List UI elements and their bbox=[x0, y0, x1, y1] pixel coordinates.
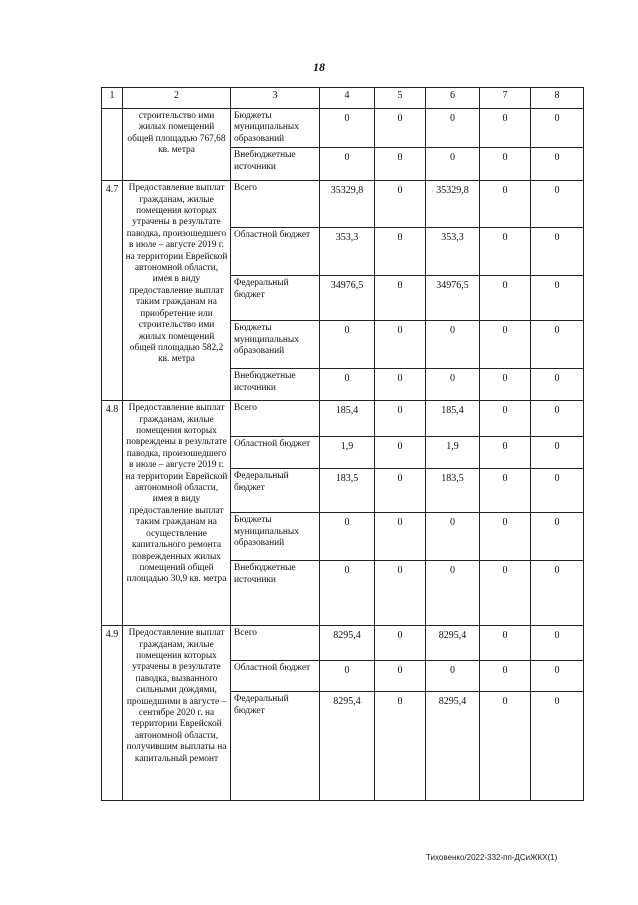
document-footer: Тиховенко/2022-332-пп-ДСиЖКХ(1) bbox=[426, 853, 558, 862]
amount-cell-c8: 0 bbox=[531, 469, 584, 513]
amount-cell-c6: 0 bbox=[426, 109, 480, 148]
amount-cell-c5: 0 bbox=[375, 148, 426, 181]
funding-table bbox=[101, 87, 584, 801]
header-cell-8: 8 bbox=[531, 88, 584, 109]
header-cell-2: 2 bbox=[123, 88, 231, 109]
amount-cell-c6: 0 bbox=[426, 321, 480, 369]
amount-cell-c4: 0 bbox=[320, 369, 375, 401]
amount-cell-c6: 1,9 bbox=[426, 437, 480, 469]
amount-cell-c7: 0 bbox=[480, 369, 531, 401]
amount-cell-c8: 0 bbox=[531, 437, 584, 469]
amount-cell-c7: 0 bbox=[480, 181, 531, 228]
funding-source: Всего bbox=[231, 626, 320, 661]
amount-cell-c4: 0 bbox=[320, 109, 375, 148]
amount-cell-c4: 0 bbox=[320, 661, 375, 692]
amount-cell-c6: 34976,5 bbox=[426, 276, 480, 321]
table-row bbox=[102, 109, 584, 148]
amount-cell-c5: 0 bbox=[375, 626, 426, 661]
amount-cell-c5: 0 bbox=[375, 561, 426, 626]
header-cell-5: 5 bbox=[375, 88, 426, 109]
amount-cell-c4: 1,9 bbox=[320, 437, 375, 469]
amount-cell-c7: 0 bbox=[480, 321, 531, 369]
amount-cell-c8: 0 bbox=[531, 148, 584, 181]
amount-cell-c7: 0 bbox=[480, 228, 531, 276]
amount-cell-c8: 0 bbox=[531, 321, 584, 369]
amount-cell-c8: 0 bbox=[531, 401, 584, 437]
amount-cell-c5: 0 bbox=[375, 437, 426, 469]
amount-cell-c5: 0 bbox=[375, 369, 426, 401]
funding-source: Областной бюджет bbox=[231, 228, 320, 276]
amount-cell-c6: 185,4 bbox=[426, 401, 480, 437]
funding-source: Бюджеты муниципальных образований bbox=[231, 513, 320, 561]
amount-cell-c7: 0 bbox=[480, 513, 531, 561]
amount-cell-c7: 0 bbox=[480, 109, 531, 148]
table-row bbox=[102, 626, 584, 661]
amount-cell-c7: 0 bbox=[480, 401, 531, 437]
amount-cell-c8: 0 bbox=[531, 513, 584, 561]
amount-cell-c8: 0 bbox=[531, 228, 584, 276]
amount-cell-c6: 8295,4 bbox=[426, 692, 480, 801]
amount-cell-c6: 8295,4 bbox=[426, 626, 480, 661]
table-row bbox=[102, 181, 584, 228]
item-number bbox=[102, 109, 123, 181]
item-description: Предоставление выплат гражданам, жилые помещения которых утрачены в результате паводка, произошедшего в июле – августе 2019 г. на территории Еврейской автономной области, имея в виду предоставление выплат таким гражданам на приобретение или строительство ими жилых помещений общей площадью 582,2 кв. метра bbox=[123, 181, 231, 401]
funding-source: Всего bbox=[231, 181, 320, 228]
amount-cell-c6: 0 bbox=[426, 369, 480, 401]
item-description: строительство ими жилых помещений общей площадью 767,68 кв. метра bbox=[123, 109, 231, 181]
amount-cell-c8: 0 bbox=[531, 561, 584, 626]
amount-cell-c6: 0 bbox=[426, 561, 480, 626]
item-number: 4.8 bbox=[102, 401, 123, 626]
amount-cell-c6: 183,5 bbox=[426, 469, 480, 513]
amount-cell-c5: 0 bbox=[375, 661, 426, 692]
header-cell-6: 6 bbox=[426, 88, 480, 109]
header-row bbox=[102, 88, 584, 109]
amount-cell-c6: 353,3 bbox=[426, 228, 480, 276]
amount-cell-c5: 0 bbox=[375, 228, 426, 276]
amount-cell-c7: 0 bbox=[480, 276, 531, 321]
funding-source: Бюджеты муниципальных образований bbox=[231, 109, 320, 148]
funding-source: Федеральный бюджет bbox=[231, 276, 320, 321]
amount-cell-c4: 8295,4 bbox=[320, 692, 375, 801]
amount-cell-c8: 0 bbox=[531, 626, 584, 661]
funding-source: Внебюджетные источники bbox=[231, 561, 320, 626]
amount-cell-c7: 0 bbox=[480, 692, 531, 801]
item-number: 4.9 bbox=[102, 626, 123, 801]
amount-cell-c4: 0 bbox=[320, 513, 375, 561]
header-cell-1: 1 bbox=[102, 88, 123, 109]
amount-cell-c4: 0 bbox=[320, 321, 375, 369]
amount-cell-c7: 0 bbox=[480, 661, 531, 692]
amount-cell-c7: 0 bbox=[480, 561, 531, 626]
funding-source: Внебюджетные источники bbox=[231, 369, 320, 401]
header-cell-4: 4 bbox=[320, 88, 375, 109]
item-number: 4.7 bbox=[102, 181, 123, 401]
header-cell-3: 3 bbox=[231, 88, 320, 109]
amount-cell-c7: 0 bbox=[480, 437, 531, 469]
amount-cell-c6: 0 bbox=[426, 661, 480, 692]
page-number: 18 bbox=[313, 60, 325, 74]
amount-cell-c4: 185,4 bbox=[320, 401, 375, 437]
amount-cell-c8: 0 bbox=[531, 276, 584, 321]
amount-cell-c8: 0 bbox=[531, 109, 584, 148]
amount-cell-c4: 0 bbox=[320, 561, 375, 626]
amount-cell-c6: 35329,8 bbox=[426, 181, 480, 228]
amount-cell-c4: 353,3 bbox=[320, 228, 375, 276]
amount-cell-c5: 0 bbox=[375, 513, 426, 561]
amount-cell-c6: 0 bbox=[426, 513, 480, 561]
funding-source: Областной бюджет bbox=[231, 437, 320, 469]
amount-cell-c5: 0 bbox=[375, 469, 426, 513]
funding-source: Федеральный бюджет bbox=[231, 469, 320, 513]
amount-cell-c4: 34976,5 bbox=[320, 276, 375, 321]
amount-cell-c7: 0 bbox=[480, 469, 531, 513]
amount-cell-c7: 0 bbox=[480, 148, 531, 181]
funding-source: Бюджеты муниципальных образований bbox=[231, 321, 320, 369]
amount-cell-c5: 0 bbox=[375, 401, 426, 437]
amount-cell-c5: 0 bbox=[375, 692, 426, 801]
amount-cell-c8: 0 bbox=[531, 181, 584, 228]
amount-cell-c5: 0 bbox=[375, 181, 426, 228]
funding-source: Всего bbox=[231, 401, 320, 437]
amount-cell-c7: 0 bbox=[480, 626, 531, 661]
amount-cell-c8: 0 bbox=[531, 369, 584, 401]
amount-cell-c6: 0 bbox=[426, 148, 480, 181]
funding-source: Федеральный бюджет bbox=[231, 692, 320, 801]
amount-cell-c4: 8295,4 bbox=[320, 626, 375, 661]
amount-cell-c5: 0 bbox=[375, 109, 426, 148]
amount-cell-c4: 183,5 bbox=[320, 469, 375, 513]
amount-cell-c8: 0 bbox=[531, 692, 584, 801]
amount-cell-c5: 0 bbox=[375, 276, 426, 321]
header-cell-7: 7 bbox=[480, 88, 531, 109]
amount-cell-c4: 35329,8 bbox=[320, 181, 375, 228]
item-description: Предоставление выплат гражданам, жилые помещения которых утрачены в результате паводка, вызванного сильными дождями, прошедшими в августе – сентябре 2020 г. на территории Еврейской автономной области, получившим выплаты на капитальный ремонт bbox=[123, 626, 231, 801]
funding-source: Областной бюджет bbox=[231, 661, 320, 692]
amount-cell-c8: 0 bbox=[531, 661, 584, 692]
item-description: Предоставление выплат гражданам, жилые помещения которых повреждены в результате паводка, произошедшего в июле – августе 2019 г. на территории Еврейской автономной области, имея в виду предоставление выплат таким гражданам на осуществление капитального ремонта поврежденных жилых помещений общей площадью 30,9 кв. метра bbox=[123, 401, 231, 626]
funding-source: Внебюджетные источники bbox=[231, 148, 320, 181]
table-row bbox=[102, 401, 584, 437]
amount-cell-c5: 0 bbox=[375, 321, 426, 369]
amount-cell-c4: 0 bbox=[320, 148, 375, 181]
